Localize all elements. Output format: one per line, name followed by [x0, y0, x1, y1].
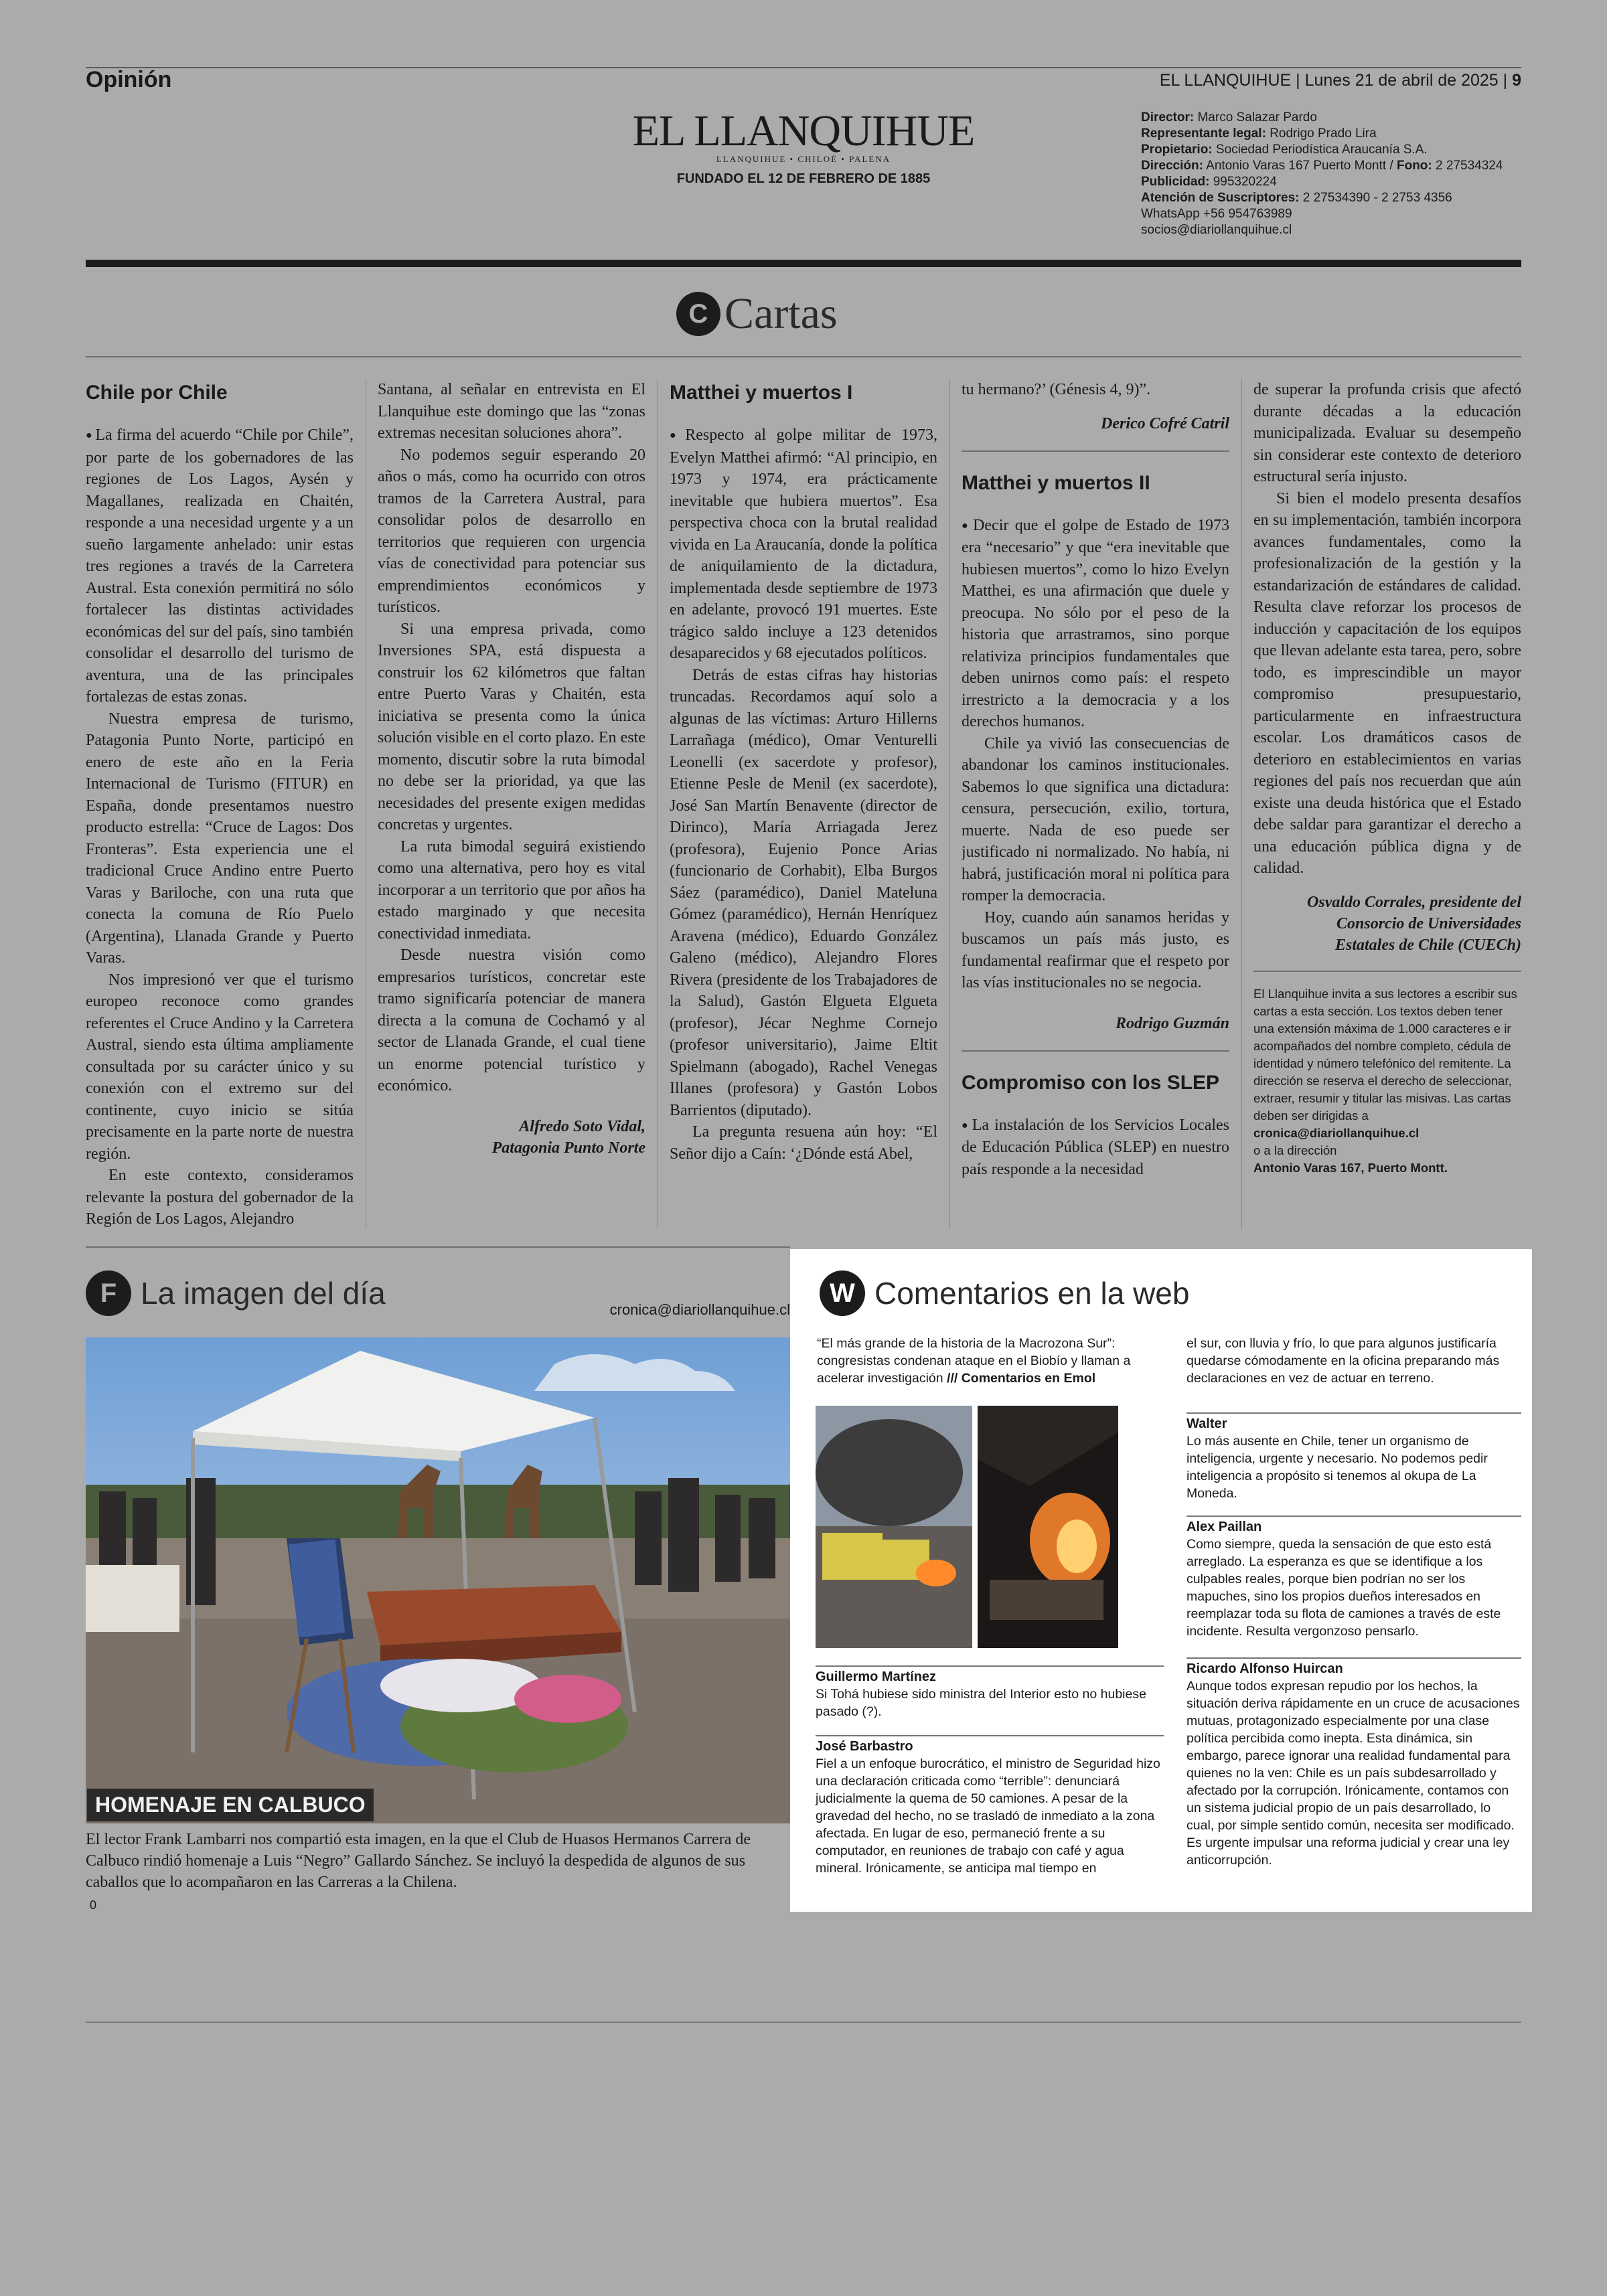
letter-paragraph: Hoy, cuando aún sanamos heridas y buscamos un país más justo, es fundamental reafirmar que el respeto por las vías institucionales no se negocia.: [962, 908, 1229, 992]
comment-continuation: [1187, 1335, 1521, 1387]
letter-title: Matthei y muertos I: [670, 382, 853, 404]
staff-address: Dirección: Antonio Varas 167 Puerto Montt / Fono: 2 27534324: [1141, 159, 1503, 173]
staff-box: [1141, 110, 1521, 238]
comment-rule: [1187, 1657, 1521, 1659]
staff-email: socios@diariollanquihue.cl: [1141, 223, 1292, 237]
staff-legal: Representante legal: Rodrigo Prado Lira: [1141, 127, 1377, 141]
letter-column-3: [670, 379, 937, 1238]
letter-separator: [962, 1050, 1229, 1052]
comment-text: Si Tohá hubiese sido ministra del Interior esto no hubiese pasado (?).: [816, 1687, 1146, 1719]
section-name: Opinión: [86, 67, 172, 92]
letter-signature: Alfredo Soto Vidal, Patagonia Punto Norte: [491, 1117, 645, 1157]
notice-address: Antonio Varas 167, Puerto Montt.: [1253, 1160, 1448, 1175]
letter-paragraph: Si una empresa privada, como Inversiones SPA, está dispuesta a construir los 62 kilómetros que faltan entre Puerto Varas y Chaitén, esta iniciativa se presenta como la única solución visible en el corto plazo. En este momento, discutir sobre la ruta bimodal no debe ser la prioridad, ya que las necesidades del presente exigen medidas concretas y urgentes.: [378, 620, 645, 833]
comment-author: Walter: [1187, 1416, 1227, 1431]
web-heading: [820, 1270, 1189, 1316]
letter-column-1: [86, 379, 354, 1238]
comment-rule: [1187, 1515, 1521, 1517]
comment-rule: [816, 1735, 1164, 1736]
letter-paragraph: tu hermano?’ (Génesis 4, 9)”.: [962, 381, 1151, 398]
letter-paragraph: Si bien el modelo presenta desafíos en su implementación, también incorpora avances fundamentales, como la profesionalización de la gestión y la estandarización de estándares de calidad. Resulta clave reforzar los procesos de inducción y capacitación de los equipos que llevan adelante esta tarea, pero, sobre todo, es imprescindible un mayor compromiso presupuestario, particularmente en infraestructura escolar. Los dramáticos casos de deterioro en establecimientos en varias regiones del país nos recuerdan que aún existe una deuda histórica que el Estado debe saldar para garantizar el derecho a una educación pública digna y de calidad.: [1253, 489, 1521, 877]
column-divider: [949, 379, 950, 1229]
photo-caption: El lector Frank Lambarri nos compartió esta imagen, en la que el Club de Huasos Hermanos Carrera de Calbuco rindió homenaje a Luis “Negro” Gallardo Sánchez. Se incluyó la despedida de algunos de sus caballos que lo acompañaron en las Carreras a la Chilena.: [86, 1831, 751, 1891]
comment-author: Alex Paillan: [1187, 1520, 1262, 1534]
page-number: 9: [1512, 71, 1521, 90]
imagen-email[interactable]: cronica@diariollanquihue.cl: [609, 1301, 790, 1318]
letter-paragraph: de superar la profunda crisis que afectó durante décadas a la educación municipalizada. Evaluar su desempeño sin considerar este contexto de deterioro estructural sería injusto.: [1253, 381, 1521, 485]
letter-paragraph: Desde nuestra visión como empresarios turísticos, concretar este tramo significaría potenciar de manera directa a la comuna de Cochamó y al sector de Llanada Grande, el cual tiene un enorme potencial turístico y económico.: [378, 947, 645, 1094]
letter-paragraph: Santana, al señalar en entrevista en El Llanquihue este domingo que las “zonas extremas necesitan soluciones ahora”.: [378, 381, 645, 442]
cartas-badge: C: [676, 292, 720, 336]
comment-item: [816, 1738, 1164, 1877]
letter-column-2: [378, 379, 645, 1238]
letter-column-5: [1253, 379, 1521, 1238]
staff-advertising: Publicidad: 995320224: [1141, 175, 1277, 189]
comment-item: [1187, 1518, 1521, 1640]
letter-title: Matthei y muertos II: [962, 471, 1150, 494]
cartas-rule: [86, 356, 1521, 357]
letter-title: Compromiso con los SLEP: [962, 1071, 1220, 1094]
letter-paragraph: Nuestra empresa de turismo, Patagonia Punto Norte, participó en enero de este año en la Feria Internacional de Turismo (FITUR) en España, donde presentamos nuestro producto estrella: “Cruce de Lagos: Dos Fronteras”. Esta experiencia une el tradicional Cruce Andino entre Puerto Varas y Bariloche, con una ruta que conecta la comuna de Río Puelo (Argentina), Llanada Grande y Puerto Varas.: [86, 710, 354, 967]
comment-rule: [1187, 1412, 1521, 1414]
web-headline: “El más grande de la historia de la Macrozona Sur”: congresistas condenan ataque en el Biobío y llaman a acelerar investigación /// Comentarios en Emol: [817, 1336, 1131, 1386]
photo-homenaje: [86, 1337, 790, 1823]
letter-paragraph: ● La instalación de los Servicios Locales de Educación Pública (SLEP) en nuestro país responde a la necesidad: [962, 1115, 1229, 1181]
letter-paragraph: Chile ya vivió las consecuencias de abandonar los caminos institucionales. Sabemos lo que significa una dictadura: censura, persecución, exilio, tortura, muerte. Nada de eso puede ser justificado ni normalizado. No había, ni habrá, justificación moral ni política para romper la democracia.: [962, 734, 1229, 905]
letters-notice: El Llanquihue invita a sus lectores a escribir sus cartas a esta sección. Los textos deben tener una extensión máxima de 1.000 caracteres e ir acompañados del nombre completo, cédula de identidad y número telefónico del remitente. La dirección se reserva el derecho de seleccionar, extraer, resumir y titular las misivas. Las cartas deben ser dirigidas a cronica@diariollanquihue.cl o a la dirección Antonio Varas 167, Puerto Montt.: [1253, 986, 1517, 1175]
staff-subscribers: Atención de Suscriptores: 2 27534390 - 2 2753 4356: [1141, 191, 1452, 205]
comment-text: Lo más ausente en Chile, tener un organismo de inteligencia, urgente y necesario. No podemos pedir inteligencia a propósito si tenemos al okupa de La Moneda.: [1187, 1434, 1488, 1501]
letter-signature: Osvaldo Corrales, presidente del Consorcio de Universidades Estatales de Chile (CUECh): [1307, 893, 1521, 954]
dateline-paper: EL LLANQUIHUE: [1159, 71, 1292, 90]
cartas-bottom-rule: [86, 1246, 790, 1248]
letter-paragraph: ● Decir que el golpe de Estado de 1973 era “necesario” y que “era inevitable que hubiesen muertos”, como lo hizo Evelyn Matthei, es una afirmación que duele y preocupa. No sólo por el peso de la historia que arrastramos, sino porque relativiza principios fundamentales que deben unirnos como país: el respeto irrestricto a la democracia y a los derechos humanos.: [962, 515, 1229, 733]
comment-author: Ricardo Alfonso Huircan: [1187, 1661, 1343, 1676]
letter-paragraph: Nos impresionó ver que el turismo europeo reconoce como grandes referentes el Cruce Andino y la Carretera Austral, siendo esta última ampliamente consultada por su carácter único y su conexión con el extremo sur del continente, cuyo inicio se sitúa precisamente en la parte norte de nuestra región.: [86, 971, 354, 1163]
web-title: Comentarios en la web: [874, 1276, 1190, 1311]
top-rule: [86, 67, 1521, 68]
letter-paragraph: ● Respecto al golpe militar de 1973, Evelyn Matthei afirmó: “Al principio, en 1973 y 1974, era prácticamente inevitable que hubiera muertos”. Esa perspectiva choca con la brutal realidad vivida en La Araucanía, donde la política de aniquilamiento de la dictadura, implementada desde septiembre de 1973 en adelante, provocó 191 muertes. Este trágico saldo incluye a 123 detenidos desaparecidos y 68 ejecutados políticos.: [670, 424, 937, 665]
founded-line: FUNDADO EL 12 DE FEBRERO DE 1885: [676, 171, 931, 186]
web-photo-illustration: [816, 1406, 1118, 1648]
imagen-badge: F: [86, 1270, 131, 1316]
dateline-date: Lunes 21 de abril de 2025: [1304, 71, 1499, 90]
header-divider: [86, 260, 1521, 267]
web-badge: W: [820, 1270, 865, 1316]
letter-paragraph: ● La firma del acuerdo “Chile por Chile”, por parte de los gobernadores de las regiones de Los Lagos, Aysén y Magallanes, realizada en Chaitén, responde a una necesidad urgente y a un sueño largamente anhelado: unir estas tres regiones a través de la Carretera Austral. Esta conexión permitirá no sólo fortalecer las distintas actividades económicas del sur del país, sino también consolidar el desarrollo del turismo de aventura, una de las principales fortalezas de estas zonas.: [86, 424, 354, 708]
masthead-name: EL LLANQUIHUE: [632, 106, 975, 155]
letter-paragraph: La ruta bimodal seguirá existiendo como una alternativa, pero hoy es vital incorporar a un territorio que por años ha estado marginado y que necesita conectividad inmediata.: [378, 837, 645, 942]
letter-paragraph: No podemos seguir esperando 20 años o más, como ha ocurrido con otros tramos de la Carretera Austral, para consolidar polos de desarrollo en territorios que requieren con urgencia vías de conectividad para potenciar sus emprendimientos económicos y turísticos.: [378, 446, 645, 616]
staff-owner: Propietario: Sociedad Periodística Araucanía S.A.: [1141, 143, 1428, 157]
comment-item: [1187, 1415, 1521, 1502]
letter-signature: Rodrigo Guzmán: [1115, 1014, 1229, 1032]
letter-title: Chile por Chile: [86, 382, 228, 404]
letter-paragraph: La pregunta resuena aún hoy: “El Señor dijo a Caín: ‘¿Dónde está Abel,: [670, 1123, 937, 1163]
comment-rule: [816, 1665, 1164, 1667]
masthead-subtitle: LLANQUIHUE • CHILOÉ • PALENA: [716, 154, 891, 164]
staff-whatsapp: WhatsApp +56 954763989: [1141, 207, 1292, 221]
comment-text: Como siempre, queda la sensación de que esto está arreglado. La esperanza es que se identifique a los culpables reales, porque bien podrían no ser los mapuches, sino los propios dueños interesados en reemplazar toda su flota de camiones a través de este incidente. Resulta vergonzoso pensarlo.: [1187, 1537, 1501, 1639]
masthead: [629, 106, 978, 187]
comment-item: [816, 1668, 1164, 1720]
cartas-heading: [676, 284, 838, 344]
page-bottom-rule: [86, 2022, 1521, 2023]
notice-separator: [1253, 971, 1521, 972]
column-divider: [1241, 379, 1242, 1229]
imagen-heading: [86, 1270, 386, 1316]
staff-director: Director: Marco Salazar Pardo: [1141, 110, 1317, 125]
dateline: EL LLANQUIHUE | Lunes 21 de abril de 2025 | 9: [1159, 71, 1521, 90]
photo-illustration: [86, 1337, 790, 1823]
photo-tag: HOMENAJE EN CALBUCO: [87, 1789, 374, 1821]
comment-author: Guillermo Martínez: [816, 1669, 937, 1684]
cartas-title: Cartas: [724, 289, 838, 338]
comment-text: el sur, con lluvia y frío, lo que para algunos justificaría quedarse cómodamente en la oficina preparando más declaraciones en vez de actuar en terreno.: [1187, 1336, 1500, 1386]
notice-email[interactable]: cronica@diariollanquihue.cl: [1253, 1125, 1420, 1140]
letter-paragraph: Detrás de estas cifras hay historias truncadas. Recordamos aquí solo a algunas de las víctimas: Arturo Hillerns Larrañaga (médico), Omar Venturelli Leonelli (ex sacerdote y profesor), Etienne Pesle de Menil (ex sacerdote), José San Martín Benavente (director de Dirinco), María Arriagada Jerez (profesora), Eujenio Ponce Arias (funcionario de Corhabit), Elba Burgos Sáez (paramédico), Daniel Mateluna Gómez (paramédico), Hernán Henríquez Aravena (médico), Eduardo González Galeno (médico), Alejandro Flores Rivera (presidente de los Trabajadores de la Salud), Gastón Elgueta Elgueta (profesor), Jécar Neghme Cornejo (profesor universitario), Jaime Eltit Spielmann (abogado), Rachel Venegas Illanes (profesora) y Gastón Lobos Barrientos (diputado).: [670, 666, 937, 1119]
web-source[interactable]: /// Comentarios en Emol: [947, 1371, 1096, 1386]
comment-text: Aunque todos expresan repudio por los hechos, la situación deriva rápidamente en un cruce de acusaciones mutuas, protagonizado especialmente por una clase política percibida como inepta. Esta dinámica, sin embargo, parece ignorar una realidad fundamental para quienes no la ven: Chile es un país subdesarrollado y afectado por la corrupción. Irónicamente, contamos con un sistema judicial propio de un país desarrollado, lo cual, por simple sentido común, necesita ser modificado. Es urgente impulsar una reforma judicial y crear una ley anticorrupción.: [1187, 1679, 1520, 1868]
imagen-title: La imagen del día: [141, 1276, 386, 1311]
letter-column-4: [962, 379, 1229, 1238]
letter-paragraph: En este contexto, consideramos relevante la postura del gobernador de la Región de Los Lagos, Alejandro: [86, 1167, 354, 1228]
web-photo-fire: [816, 1406, 1118, 1648]
comment-text: Fiel a un enfoque burocrático, el ministro de Seguridad hizo una declaración criticada como “terrible”: denunciará judicialmente la quema de 50 camiones. A pesar de la gravedad del hecho, no se trasladó de inmediato a la zona afectada. En lugar de eso, permaneció frente a su computador, en reuniones de trabajo con café y agua mineral. Irónicamente, se anticipa mal tiempo en: [816, 1756, 1160, 1876]
comment-author: José Barbastro: [816, 1739, 913, 1754]
letter-signature: Derico Cofré Catril: [1101, 414, 1229, 432]
page-mark: 0: [90, 1898, 97, 1912]
letter-separator: [962, 450, 1229, 452]
comment-item: [1187, 1660, 1521, 1869]
